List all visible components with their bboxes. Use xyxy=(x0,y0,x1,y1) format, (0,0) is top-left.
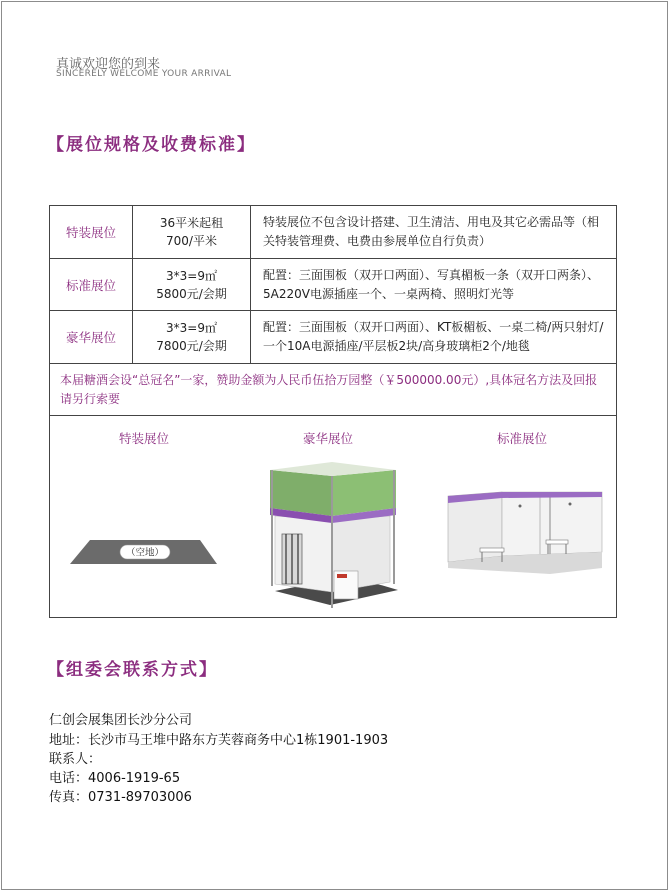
table-row xyxy=(50,311,617,364)
standard-booth-illustration xyxy=(448,492,602,574)
booth-pictures-cell xyxy=(50,416,617,618)
booth-desc-cell: 配置：三面围板（双开口两面）、写真楣板一条（双开口两条）、5A220V电源插座一个、一桌两椅、照明灯光等 xyxy=(251,259,617,311)
fascia-band xyxy=(502,492,602,498)
price-line: 3*3=9㎡ xyxy=(166,268,217,283)
welcome-heading: 真诚欢迎您的到来 xyxy=(56,57,161,72)
fax: 传真：0731-89703006 xyxy=(49,790,192,805)
empty-floor-label: （空地） xyxy=(125,547,165,559)
contact-section-title: 【组委会联系方式】 xyxy=(47,660,218,680)
price-line: 700/平米 xyxy=(166,234,217,248)
booth-type-cell: 特装展位 xyxy=(50,206,133,259)
booth-pictures xyxy=(50,416,616,617)
table-row xyxy=(50,364,617,416)
spot-light xyxy=(519,505,522,508)
booth-price-cell xyxy=(133,259,251,311)
booth-type-cell: 豪华展位 xyxy=(50,311,133,364)
standard-booth-label: 标准展位 xyxy=(497,431,548,446)
contact-person: 联系人： xyxy=(49,752,102,767)
spot-light xyxy=(569,503,572,506)
address: 地址：长沙市马王堆中路东方芙蓉商务中心1栋1901-1903 xyxy=(49,733,389,748)
booth-price-cell xyxy=(133,311,251,364)
booth-price-cell xyxy=(133,206,251,259)
booth-table xyxy=(480,548,504,552)
price-line: 36平米起租 xyxy=(159,216,224,230)
company-name: 仁创会展集团长沙分公司 xyxy=(49,713,193,728)
booth-desc-cell: 配置：三面围板（双开口两面）、KT板楣板、一桌二椅/两只射灯/一个10A电源插座/平层板2块/高身玻璃柜2个/地毯 xyxy=(251,311,617,364)
price-line: 3*3=9㎡ xyxy=(166,321,217,335)
sponsor-note: 本届糖酒会设“总冠名”一家，赞助金额为人民币伍拾万园整（￥500000.00元）,具体冠名方法及回报请另行索要 xyxy=(50,364,617,416)
counter-logo xyxy=(337,574,347,578)
phone: 电话：4006-1919-65 xyxy=(49,771,181,786)
table-row xyxy=(50,259,617,311)
table-row xyxy=(50,416,617,618)
booth-type-cell: 标准展位 xyxy=(50,259,133,311)
booth-section-title: 【展位规格及收费标准】 xyxy=(47,135,256,155)
fascia-left xyxy=(270,470,332,516)
luxury-booth-label: 豪华展位 xyxy=(303,431,354,446)
table-row xyxy=(50,206,617,259)
fascia-right xyxy=(332,470,396,516)
booth-fee-table xyxy=(49,205,617,618)
price-line: 7800元/会期 xyxy=(156,339,227,353)
booth-desc-cell: 特装展位不包含设计搭建、卫生清洁、用电及其它必需品等（相关特装管理费、电费由参展单位自行负责） xyxy=(251,206,617,259)
special-booth-label: 特装展位 xyxy=(119,431,170,446)
booth-illustrations xyxy=(50,416,616,617)
price-line: 5800元/会期 xyxy=(156,286,227,301)
special-booth-illustration xyxy=(70,540,217,564)
back-wall xyxy=(502,492,602,556)
luxury-booth-illustration xyxy=(270,462,398,608)
welcome-subheading: SINCERELY WELCOME YOUR ARRIVAL xyxy=(56,69,232,79)
booth-table xyxy=(546,540,568,544)
